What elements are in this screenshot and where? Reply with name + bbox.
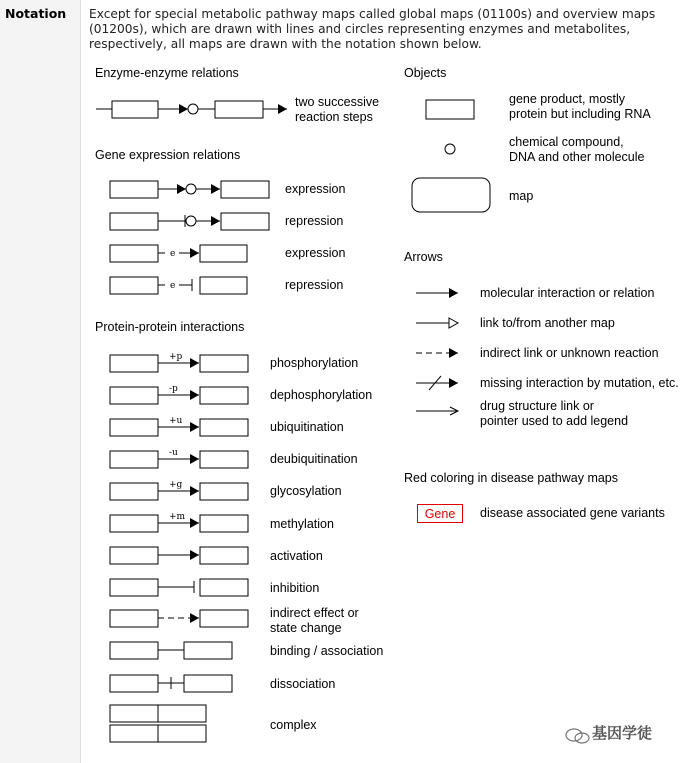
marker-text: +m (169, 512, 186, 522)
gene-box-right (200, 245, 247, 262)
compound-circle (186, 184, 196, 194)
marker-text: e (170, 249, 176, 259)
enzyme-box (112, 101, 158, 118)
compound-circle (186, 216, 196, 226)
protein-box-right (200, 547, 248, 564)
disease-label: disease associated gene variants (480, 506, 665, 520)
gene-box-right (200, 277, 247, 294)
protein-title: Protein-protein interactions (95, 320, 245, 334)
arrowhead (190, 550, 199, 560)
complex-box (110, 705, 158, 722)
arrowhead (190, 422, 199, 432)
protein-box-left (110, 675, 158, 692)
arrows-title: Arrows (404, 250, 443, 264)
arrowhead (190, 358, 199, 368)
complex-box (158, 705, 206, 722)
protein-box-left (110, 355, 158, 372)
open-arrowhead (449, 318, 458, 328)
object-label: gene product, mostly protein but including RNA (509, 92, 651, 121)
arrowhead (278, 104, 287, 114)
ge-row-label: repression (285, 278, 344, 292)
arrowhead (449, 348, 458, 358)
protein-box-left (110, 642, 158, 659)
arrow-label: molecular interaction or relation (480, 286, 655, 300)
protein-box-right (200, 579, 248, 596)
enzyme-box (215, 101, 263, 118)
object-label: map (509, 189, 534, 203)
arrowhead (449, 378, 458, 388)
pp-row-label: indirect effect or state change (270, 606, 359, 635)
objects-title: Objects (404, 66, 447, 80)
enzyme-label: two successive reaction steps (295, 95, 380, 124)
protein-box-right (200, 451, 248, 468)
pp-row-label: deubiquitination (270, 452, 358, 466)
marker-text: +g (169, 480, 183, 490)
arrowhead (190, 454, 199, 464)
protein-box-right (200, 515, 248, 532)
marker-text: e (170, 281, 176, 291)
marker-text: -p (169, 384, 178, 394)
enzyme-title: Enzyme-enzyme relations (95, 66, 239, 80)
complex-box (158, 725, 206, 742)
protein-box-left (110, 451, 158, 468)
wechat-icon (565, 727, 591, 745)
ge-row-label: expression (285, 246, 346, 260)
ge-row-label: repression (285, 214, 344, 228)
protein-box-left (110, 515, 158, 532)
pp-row-label: inhibition (270, 581, 320, 595)
pp-row-label: ubiquitination (270, 420, 344, 434)
pp-row-label: phosphorylation (270, 356, 359, 370)
arrowhead (211, 184, 220, 194)
legend-panel (82, 60, 686, 763)
protein-box-right (200, 610, 248, 627)
pp-row-label: dissociation (270, 677, 336, 691)
compound-circle (445, 144, 455, 154)
intro-text: Except for special metabolic pathway maps called global maps (01100s) and overview maps (01200s), which are drawn with lines and circles representing enzymes and metabolites, respectively, all maps are drawn with the notation shown below. (89, 7, 656, 51)
protein-box-left (110, 547, 158, 564)
object-label: chemical compound, DNA and other molecule (509, 135, 645, 164)
arrow-label: indirect link or unknown reaction (480, 346, 659, 360)
gene-expression-title: Gene expression relations (95, 148, 241, 162)
gene-box-left (110, 277, 158, 294)
protein-box-right (200, 387, 248, 404)
compound-circle (188, 104, 198, 114)
arrow-label: drug structure link or pointer used to add legend (480, 399, 629, 428)
protein-box-right (184, 642, 232, 659)
gene-product-box (426, 100, 474, 119)
marker-text: -u (169, 448, 178, 458)
watermark-text: 基因学徒 (592, 724, 653, 742)
arrowhead (190, 248, 199, 258)
complex-box (110, 725, 158, 742)
arrowhead (190, 486, 199, 496)
marker-text: +p (169, 352, 183, 362)
marker-text: +u (169, 416, 183, 426)
pp-row-label: complex (270, 718, 317, 732)
map-box (412, 178, 490, 212)
protein-box-left (110, 483, 158, 500)
pp-row-label: dephosphorylation (270, 388, 373, 402)
notation-column (0, 0, 81, 763)
protein-box-right (200, 483, 248, 500)
arrowhead (190, 613, 199, 623)
gene-box-left (110, 181, 158, 198)
protein-box-left (110, 387, 158, 404)
gene-box-right (221, 181, 269, 198)
pp-row-label: glycosylation (270, 484, 342, 498)
gene-box-right (221, 213, 269, 230)
pp-row-label: binding / association (270, 644, 384, 658)
arrowhead (179, 104, 188, 114)
ge-row-label: expression (285, 182, 346, 196)
arrowhead (211, 216, 220, 226)
protein-box-right (200, 419, 248, 436)
protein-box-left (110, 419, 158, 436)
disease-title: Red coloring in disease pathway maps (404, 471, 619, 485)
gene-box: Gene (417, 504, 463, 523)
arrowhead (190, 518, 199, 528)
gene-box-left (110, 245, 158, 262)
protein-box-left (110, 579, 158, 596)
protein-box-right (184, 675, 232, 692)
arrow-label: link to/from another map (480, 316, 615, 330)
protein-box-left (110, 610, 158, 627)
arrowhead (449, 288, 458, 298)
protein-box-right (200, 355, 248, 372)
pp-row-label: methylation (270, 517, 334, 531)
gene-box-left (110, 213, 158, 230)
arrowhead (190, 390, 199, 400)
notation-label: Notation (5, 6, 67, 21)
arrowhead (177, 184, 186, 194)
arrow-label: missing interaction by mutation, etc. (480, 376, 679, 390)
pp-row-label: activation (270, 549, 323, 563)
